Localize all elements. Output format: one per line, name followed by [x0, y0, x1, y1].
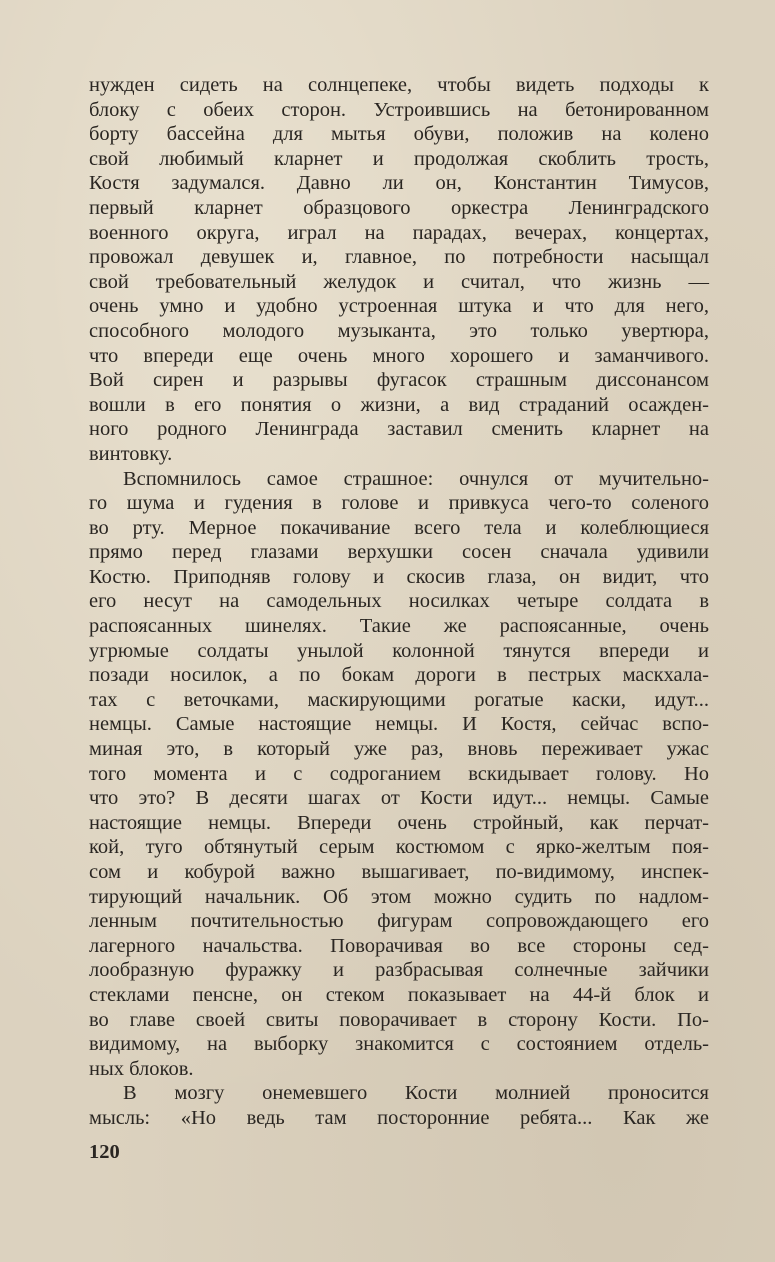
- text-line: во рту. Мерное покачивание всего тела и колеблющиеся: [89, 516, 709, 539]
- text-line: провожал девушек и, главное, по потребности насыщал: [89, 246, 709, 269]
- text-line: вошли в его понятия о жизни, а вид страданий осажден-: [89, 393, 709, 416]
- text-line: борту бассейна для мытья обуви, положив на колено: [89, 123, 709, 146]
- text-line: свой требовательный желудок и считал, что жизнь —: [89, 270, 709, 293]
- text-line: его несут на самодельных носилках четыре солдата в: [89, 590, 709, 613]
- text-line: ленным почтительностью фигурам сопровождающего его: [89, 910, 709, 933]
- page-number: 120: [89, 1141, 120, 1163]
- text-line: Костю. Приподняв голову и скосив глаза, он видит, что: [89, 565, 709, 588]
- text-line: винтовку.: [89, 442, 173, 465]
- body-text: [89, 73, 709, 1131]
- paragraph: [89, 73, 709, 467]
- text-line: лагерного начальства. Поворачивая во все стороны сед-: [89, 934, 709, 957]
- text-line: нужден сидеть на солнцепеке, чтобы видеть подходы к: [89, 74, 709, 96]
- text-line: свой любимый кларнет и продолжая скоблить трость,: [89, 147, 709, 170]
- text-line: блоку с обеих сторон. Устроившись на бетонированном: [89, 98, 709, 121]
- text-line: го шума и гудения в голове и привкуса чего-то соленого: [89, 492, 709, 515]
- text-line: стеклами пенсне, он стеком показывает на 44-й блок и: [89, 983, 709, 1006]
- text-line: ного родного Ленинграда заставил сменить кларнет на: [89, 418, 709, 441]
- text-line: кой, туго обтянутый серым костюмом с ярко-желтым поя-: [89, 836, 709, 859]
- text-line: во главе своей свиты поворачивает в сторону Кости. По-: [89, 1008, 709, 1031]
- text-line: немцы. Самые настоящие немцы. И Костя, сейчас вспо-: [89, 713, 709, 736]
- text-line: Вспомнилось самое страшное: очнулся от мучительно-: [123, 467, 709, 490]
- text-line: лообразную фуражку и разбрасывая солнечные зайчики: [89, 959, 709, 982]
- text-line: видимому, на выборку знакомится с состоянием отдель-: [89, 1033, 709, 1056]
- text-line: ных блоков.: [89, 1057, 194, 1080]
- text-line: угрюмые солдаты унылой колонной тянутся впереди и: [89, 639, 709, 662]
- text-line: сом и кобурой важно вышагивает, по-видимому, инспек-: [89, 861, 709, 883]
- text-line: тах с веточками, маскирующими рогатые каски, идут...: [89, 688, 709, 711]
- text-line: мысль: «Но ведь там посторонние ребята... Как же: [89, 1106, 709, 1129]
- text-line: очень умно и удобно устроенная штука и что для него,: [89, 295, 709, 318]
- text-line: что это? В десяти шагах от Кости идут... немцы. Самые: [89, 787, 709, 810]
- text-line: распоясанных шинелях. Такие же распоясанные, очень: [89, 615, 709, 638]
- text-line: Вой сирен и разрывы фугасок страшным диссонансом: [89, 369, 709, 392]
- text-line: что впереди еще очень много хорошего и заманчивого.: [89, 344, 709, 367]
- text-line: тирующий начальник. Об этом можно судить по надлом-: [89, 885, 709, 908]
- text-line: В мозгу онемевшего Кости молнией проносится: [123, 1082, 709, 1105]
- paragraph: [89, 1081, 709, 1130]
- text-line: Костя задумался. Давно ли он, Константин Тимусов,: [89, 172, 709, 195]
- text-line: позади носилок, а по бокам дороги в пестрых маскхала-: [89, 664, 709, 687]
- text-line: способного молодого музыканта, это только увертюра,: [89, 319, 709, 342]
- text-line: прямо перед глазами верхушки сосен сначала удивили: [89, 541, 709, 564]
- text-line: первый кларнет образцового оркестра Ленинградского: [89, 196, 709, 219]
- text-line: военного округа, играл на парадах, вечерах, концертах,: [89, 221, 709, 244]
- text-line: настоящие немцы. Впереди очень стройный, как перчат-: [89, 811, 709, 834]
- paragraph: [89, 467, 709, 1082]
- text-line: того момента и с содроганием вскидывает голову. Но: [89, 762, 709, 785]
- text-line: миная это, в который уже раз, вновь переживает ужас: [89, 738, 709, 761]
